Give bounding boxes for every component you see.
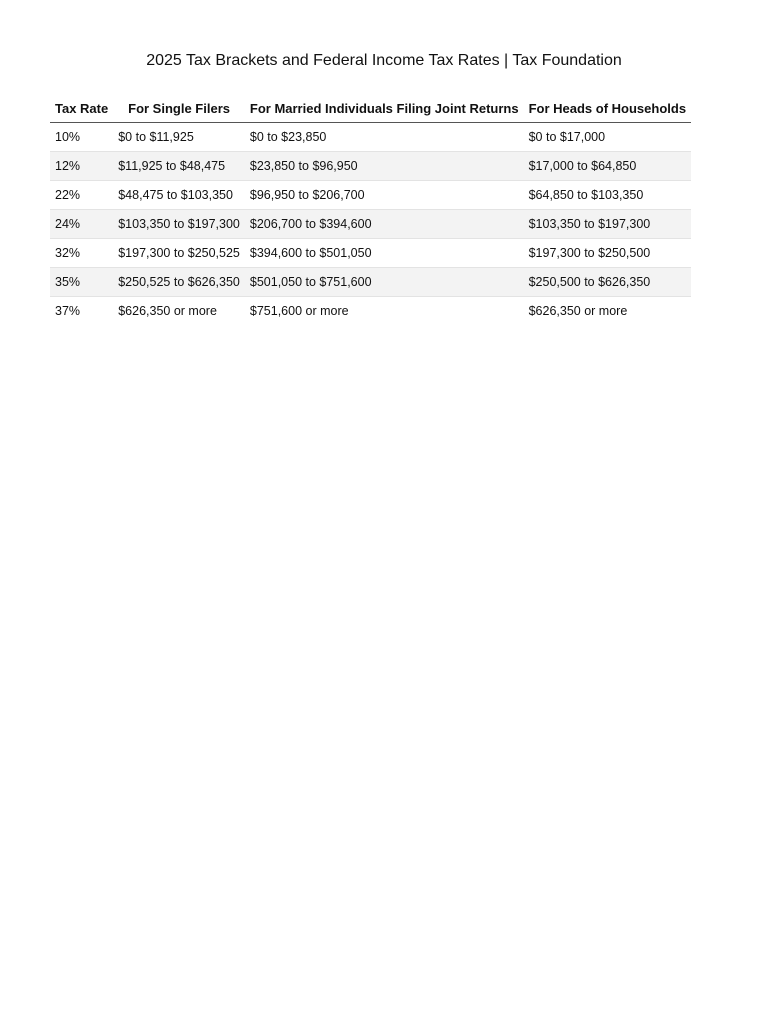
cell-married-joint: $394,600 to $501,050 xyxy=(245,239,524,268)
table-row xyxy=(50,210,691,239)
cell-tax-rate: 32% xyxy=(50,239,113,268)
table-row xyxy=(50,152,691,181)
cell-married-joint: $501,050 to $751,600 xyxy=(245,268,524,297)
header-heads-of-households: For Heads of Households xyxy=(524,95,691,123)
cell-tax-rate: 12% xyxy=(50,152,113,181)
cell-heads-of-households: $0 to $17,000 xyxy=(524,123,691,152)
cell-tax-rate: 35% xyxy=(50,268,113,297)
cell-single-filers: $626,350 or more xyxy=(118,304,217,318)
cell-heads-of-households: $626,350 or more xyxy=(528,304,628,318)
table-row xyxy=(50,239,691,268)
cell-heads-of-households: $64,850 to $103,350 xyxy=(524,181,691,210)
cell-tax-rate: 10% xyxy=(50,123,113,152)
cell-married-joint: $0 to $23,850 xyxy=(245,123,524,152)
table-row xyxy=(50,181,691,210)
header-single-filers: For Single Filers xyxy=(113,95,245,123)
cell-married-joint: $96,950 to $206,700 xyxy=(245,181,524,210)
cell-heads-of-households: $103,350 to $197,300 xyxy=(524,210,691,239)
table-row xyxy=(50,268,691,297)
cell-single-filers: $0 to $11,925 xyxy=(113,123,245,152)
table-row xyxy=(50,123,691,152)
cell-married-joint: $751,600 or more xyxy=(249,304,349,318)
cell-heads-of-households: $17,000 to $64,850 xyxy=(524,152,691,181)
cell-heads-of-households: $250,500 to $626,350 xyxy=(524,268,691,297)
cell-tax-rate: 24% xyxy=(50,210,113,239)
cell-single-filers: $48,475 to $103,350 xyxy=(113,181,245,210)
cell-married-joint: $23,850 to $96,950 xyxy=(245,152,524,181)
cell-single-filers: $250,525 to $626,350 xyxy=(113,268,245,297)
tax-brackets-table xyxy=(50,95,691,325)
cell-married-joint: $206,700 to $394,600 xyxy=(245,210,524,239)
table-row xyxy=(50,297,691,326)
cell-single-filers: $103,350 to $197,300 xyxy=(113,210,245,239)
table-header-row xyxy=(50,95,691,123)
cell-tax-rate: 22% xyxy=(50,181,113,210)
header-tax-rate: Tax Rate xyxy=(50,95,113,123)
cell-single-filers: $11,925 to $48,475 xyxy=(113,152,245,181)
cell-tax-rate: 37% xyxy=(55,304,81,318)
header-married-joint: For Married Individuals Filing Joint Returns xyxy=(245,95,524,123)
cell-heads-of-households: $197,300 to $250,500 xyxy=(524,239,691,268)
cell-single-filers: $197,300 to $250,525 xyxy=(113,239,245,268)
page-title: 2025 Tax Brackets and Federal Income Tax Rates | Tax Foundation xyxy=(146,52,622,69)
